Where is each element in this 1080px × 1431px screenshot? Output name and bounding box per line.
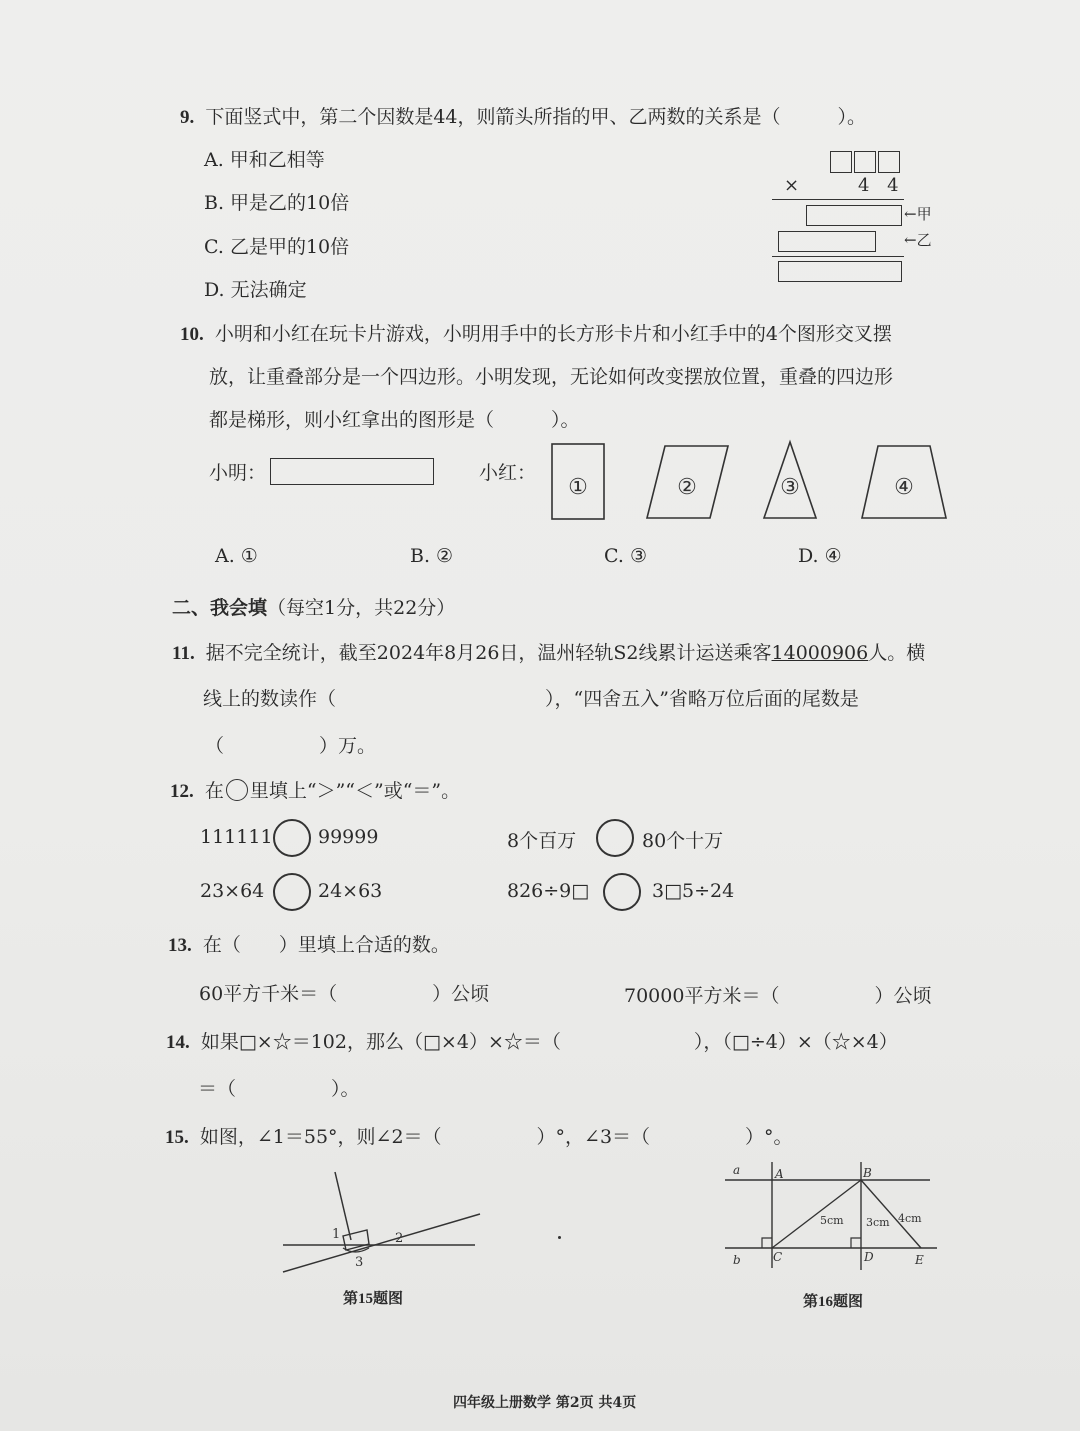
xiaohong-shapes: [540, 436, 960, 526]
fig16-label-b: b: [733, 1253, 741, 1267]
xiaoming-rectangle-card: [270, 458, 434, 485]
answer-circle-icon: [226, 779, 248, 801]
q14-line-1: 14. 如果□×☆＝102，那么（□×4）×☆＝（ ），（□÷4）×（☆×4）: [166, 1031, 898, 1053]
partial-product-jia: [806, 205, 902, 226]
fig16-measure-3cm: 3cm: [866, 1216, 890, 1229]
q10-option-a: A. ①: [215, 545, 258, 567]
q10-line-3: 都是梯形，则小红拿出的图形是（ ）。: [209, 409, 580, 431]
fig16-label-E: E: [915, 1253, 924, 1267]
q9-option-c: C. 乙是甲的10倍: [204, 236, 350, 258]
section-2-note: （每空1分，共22分）: [267, 597, 456, 619]
partial-product-yi: [778, 231, 876, 252]
q12-item-2-right: 80个十万: [642, 830, 724, 852]
shape-2-label: ②: [677, 475, 697, 500]
fig16-label-a: a: [733, 1163, 741, 1177]
figure-15-caption: 第15题图: [343, 1291, 404, 1307]
xiaoming-label: 小明：: [209, 462, 267, 484]
q10-number: 10.: [180, 324, 204, 345]
q12-item-1-left: 111111: [200, 826, 273, 848]
q10-line-1: 10. 小明和小红在玩卡片游戏，小明用手中的长方形卡片和小红手中的4个图形交叉摆: [180, 323, 892, 345]
label-jia: ←甲: [904, 205, 932, 223]
xiaohong-label: 小红：: [479, 462, 537, 484]
q11-line-3: （ ）万。: [205, 735, 377, 757]
fig16-label-C: C: [773, 1250, 783, 1264]
q12-item-3-right: 24×63: [318, 880, 383, 902]
q10-option-b: B. ②: [410, 545, 454, 567]
fig16-segment-BC: [772, 1180, 861, 1248]
q12-stem: 12. 在 里填上“＞”“＜”或“＝”。: [170, 780, 461, 802]
times-sign: ×: [784, 175, 800, 196]
fig15-label-2: 2: [395, 1231, 404, 1246]
q12-item-4-right: 3□5÷24: [652, 880, 735, 902]
q15-stem: 15. 如图，∠1＝55°，则∠2＝（ ）°，∠3＝（ ）°。: [165, 1126, 793, 1148]
q10-line-2: 放，让重叠部分是一个四边形。小明发现，无论如何改变摆放位置，重叠的四边形: [209, 366, 894, 388]
q9-number: 9.: [180, 107, 195, 128]
digit-box-3: [878, 151, 900, 173]
q9-option-a: A. 甲和乙相等: [204, 149, 325, 171]
q14-number: 14.: [166, 1032, 190, 1053]
label-yi: ←乙: [904, 231, 932, 249]
q13-number: 13.: [168, 935, 192, 956]
q12-item-3-answer-circle[interactable]: [273, 873, 311, 911]
q11-number: 11.: [172, 643, 195, 664]
digit-box-2: [854, 151, 876, 173]
q9-option-d: D. 无法确定: [204, 279, 307, 301]
q11-underlined-number: 14000906: [771, 642, 869, 664]
q10-option-c: C. ③: [604, 545, 647, 567]
fig15-right-angle-mark: [343, 1230, 369, 1250]
q14-line-2: ＝（ ）。: [198, 1078, 360, 1100]
stray-dot: [558, 1236, 561, 1239]
shape-1-label: ①: [568, 475, 588, 500]
digit-box-1: [830, 151, 852, 173]
q12-item-4-answer-circle[interactable]: [603, 873, 641, 911]
q12-item-3-left: 23×64: [200, 880, 265, 902]
q12-number: 12.: [170, 781, 194, 802]
figure-16-caption: 第16题图: [803, 1294, 864, 1310]
q13-item-1: 60平方千米＝（ ）公顷: [199, 983, 490, 1005]
q13-item-2: 70000平方米＝（ ）公顷: [624, 985, 932, 1007]
q12-item-4-left: 826÷9□: [507, 880, 590, 902]
q11-line-1: 11. 据不完全统计，截至2024年8月26日，温州轻轨S2线累计运送乘客14000906人。横: [172, 642, 926, 664]
fig15-slanted-line: [283, 1214, 480, 1272]
q9-stem: 下面竖式中，第二个因数是44，则箭头所指的甲、乙两数的关系是（ ）。: [205, 106, 867, 128]
q15-number: 15.: [165, 1127, 189, 1148]
q12-item-2-left: 8个百万: [507, 830, 577, 852]
fig15-label-3: 3: [355, 1255, 364, 1270]
fig16-measure-5cm: 5cm: [820, 1214, 844, 1227]
q12-item-1-right: 99999: [318, 826, 379, 848]
rule-line-1: [772, 199, 904, 200]
fig16-right-angle-C: [762, 1238, 772, 1248]
section-2-title: 二、我会填: [172, 597, 268, 619]
q10-option-d: D. ④: [798, 545, 842, 567]
fig16-label-D: D: [864, 1250, 874, 1264]
fig16-label-A: A: [775, 1167, 784, 1181]
figure-15: [275, 1160, 485, 1280]
multiplier-digits: 4 4: [858, 175, 905, 196]
q9-option-b: B. 甲是乙的10倍: [204, 192, 350, 214]
q13-stem: 13. 在（ ）里填上合适的数。: [168, 934, 450, 956]
section-2-heading: [172, 593, 455, 620]
page-footer: 四年级上册数学 第2页 共4页: [453, 1395, 637, 1411]
fig15-label-1: 1: [332, 1227, 341, 1242]
shape-4-label: ④: [894, 475, 914, 500]
fig16-measure-4cm: 4cm: [898, 1212, 922, 1225]
q9-figure: [770, 145, 950, 285]
q12-item-1-answer-circle[interactable]: [273, 819, 311, 857]
q9-block: [180, 102, 866, 129]
rule-line-2: [772, 256, 904, 257]
fig16-label-B: B: [863, 1166, 872, 1180]
final-product-box: [778, 261, 902, 282]
q12-item-2-answer-circle[interactable]: [596, 819, 634, 857]
shape-3-label: ③: [780, 475, 800, 500]
q11-line-2: 线上的数读作（ ），“四舍五入”省略万位后面的尾数是: [203, 688, 859, 710]
figure-16: [725, 1158, 945, 1288]
fig16-right-angle-D: [851, 1238, 861, 1248]
